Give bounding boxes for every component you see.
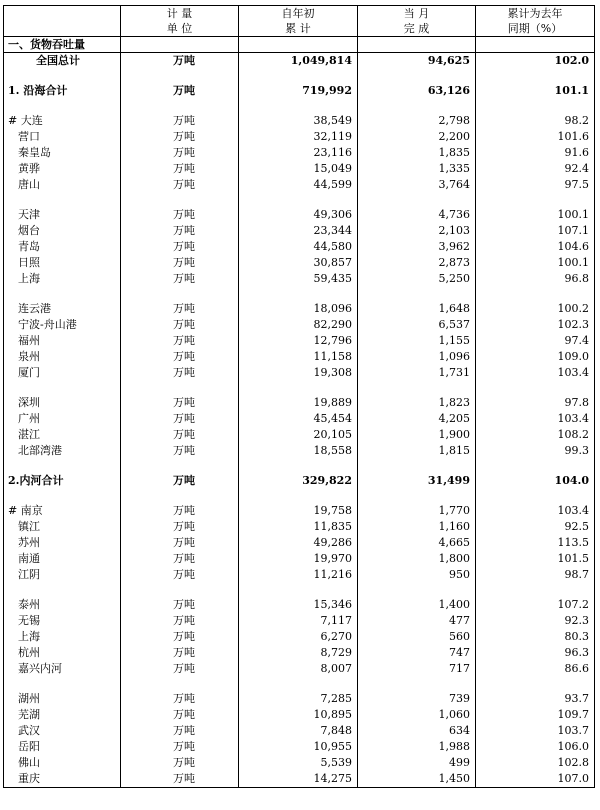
row-unit: 万吨 (121, 645, 239, 661)
row-name: 唐山 (18, 178, 40, 191)
row-unit: 万吨 (121, 177, 239, 193)
row-unit: 万吨 (121, 161, 239, 177)
row-ytd-value: 11,835 (239, 519, 358, 535)
row-name: 青岛 (18, 240, 40, 253)
table-row (4, 535, 595, 551)
row-name: 南通 (18, 552, 40, 565)
row-month-value: 1,060 (358, 707, 476, 723)
table-row (4, 739, 595, 755)
row-name: 2.内河合计 (8, 474, 64, 487)
row-name: 深圳 (18, 396, 40, 409)
row-yoy-value: 101.1 (476, 83, 595, 99)
row-ytd-value: 8,007 (239, 661, 358, 677)
row-ytd-value: 11,158 (239, 349, 358, 365)
row-ytd-value: 18,096 (239, 301, 358, 317)
table-row (4, 503, 595, 519)
header-name-cell (4, 6, 121, 22)
section-title: 一、货物吞吐量 (4, 37, 121, 53)
row-ytd-value: 10,895 (239, 707, 358, 723)
total-row (4, 53, 595, 70)
row-month-value: 1,800 (358, 551, 476, 567)
row-unit: 万吨 (121, 755, 239, 771)
row-unit: 万吨 (121, 207, 239, 223)
row-month-value: 3,764 (358, 177, 476, 193)
row-ytd-value: 15,049 (239, 161, 358, 177)
row-name: 全国总计 (36, 54, 80, 67)
row-ytd-value: 19,889 (239, 395, 358, 411)
row-ytd-value: 20,105 (239, 427, 358, 443)
row-month-value: 1,096 (358, 349, 476, 365)
row-month-value: 739 (358, 691, 476, 707)
row-ytd-value: 18,558 (239, 443, 358, 459)
header-yoy-line1: 累计为去年 (476, 6, 595, 22)
row-yoy-value: 97.4 (476, 333, 595, 349)
row-ytd-value: 38,549 (239, 113, 358, 129)
table-row (4, 427, 595, 443)
row-name: 重庆 (18, 772, 40, 785)
row-ytd-value: 7,285 (239, 691, 358, 707)
table-row (4, 443, 595, 459)
row-yoy-value: 109.0 (476, 349, 595, 365)
row-unit: 万吨 (121, 301, 239, 317)
row-ytd-value: 7,117 (239, 613, 358, 629)
row-ytd-value: 19,308 (239, 365, 358, 381)
row-name: 天津 (18, 208, 40, 221)
row-ytd-value: 5,539 (239, 755, 358, 771)
row-unit: 万吨 (121, 333, 239, 349)
header-unit-line1: 计 量 (121, 6, 239, 22)
row-unit: 万吨 (121, 395, 239, 411)
row-month-value: 6,537 (358, 317, 476, 333)
sub-row (4, 83, 595, 99)
row-month-value: 2,798 (358, 113, 476, 129)
row-month-value: 950 (358, 567, 476, 583)
row-yoy-value: 113.5 (476, 535, 595, 551)
table-row (4, 255, 595, 271)
row-name: 1. 沿海合计 (8, 84, 68, 97)
row-unit: 万吨 (121, 567, 239, 583)
row-yoy-value: 96.3 (476, 645, 595, 661)
row-name: 岳阳 (18, 740, 40, 753)
row-name: # 南京 (8, 504, 43, 517)
row-ytd-value: 19,758 (239, 503, 358, 519)
spacer-row (4, 583, 595, 597)
row-name: 湛江 (18, 428, 40, 441)
row-unit: 万吨 (121, 723, 239, 739)
spacer-row (4, 287, 595, 301)
sub-row (4, 473, 595, 489)
row-month-value: 1,815 (358, 443, 476, 459)
spacer-row (4, 459, 595, 473)
row-yoy-value: 97.8 (476, 395, 595, 411)
row-month-value: 1,770 (358, 503, 476, 519)
row-unit: 万吨 (121, 691, 239, 707)
row-yoy-value: 86.6 (476, 661, 595, 677)
row-yoy-value: 101.6 (476, 129, 595, 145)
row-month-value: 63,126 (358, 83, 476, 99)
row-name: 泉州 (18, 350, 40, 363)
row-yoy-value: 99.3 (476, 443, 595, 459)
row-unit: 万吨 (121, 349, 239, 365)
row-unit: 万吨 (121, 129, 239, 145)
row-yoy-value: 102.3 (476, 317, 595, 333)
row-name: 连云港 (18, 302, 51, 315)
table-row (4, 161, 595, 177)
row-yoy-value: 92.4 (476, 161, 595, 177)
row-unit: 万吨 (121, 707, 239, 723)
row-month-value: 1,450 (358, 771, 476, 788)
row-ytd-value: 8,729 (239, 645, 358, 661)
row-unit: 万吨 (121, 255, 239, 271)
row-name: # 大连 (8, 114, 43, 127)
row-yoy-value: 100.2 (476, 301, 595, 317)
row-ytd-value: 44,599 (239, 177, 358, 193)
row-unit: 万吨 (121, 427, 239, 443)
row-name: 苏州 (18, 536, 40, 549)
row-ytd-value: 12,796 (239, 333, 358, 349)
header-ytd-line2: 累 计 (239, 21, 358, 37)
row-unit: 万吨 (121, 771, 239, 788)
row-name: 营口 (18, 130, 40, 143)
table-row (4, 755, 595, 771)
table-row (4, 707, 595, 723)
row-yoy-value: 93.7 (476, 691, 595, 707)
row-ytd-value: 19,970 (239, 551, 358, 567)
header-name-cell-2 (4, 21, 121, 37)
row-unit: 万吨 (121, 113, 239, 129)
row-yoy-value: 102.8 (476, 755, 595, 771)
row-yoy-value: 101.5 (476, 551, 595, 567)
row-yoy-value: 103.4 (476, 503, 595, 519)
row-yoy-value: 103.7 (476, 723, 595, 739)
table-row (4, 365, 595, 381)
row-name: 烟台 (18, 224, 40, 237)
row-ytd-value: 15,346 (239, 597, 358, 613)
row-unit: 万吨 (121, 519, 239, 535)
row-month-value: 1,155 (358, 333, 476, 349)
table-row (4, 395, 595, 411)
table-row (4, 771, 595, 788)
row-month-value: 1,900 (358, 427, 476, 443)
row-yoy-value: 92.5 (476, 519, 595, 535)
row-month-value: 1,823 (358, 395, 476, 411)
row-name: 无锡 (18, 614, 40, 627)
row-ytd-value: 1,049,814 (239, 53, 358, 70)
header-month-line2: 完 成 (358, 21, 476, 37)
row-unit: 万吨 (121, 473, 239, 489)
row-ytd-value: 23,116 (239, 145, 358, 161)
row-name: 北部湾港 (18, 444, 62, 457)
row-name: 宁波-舟山港 (18, 318, 77, 331)
row-unit: 万吨 (121, 613, 239, 629)
section-title-row (4, 37, 595, 53)
row-month-value: 2,103 (358, 223, 476, 239)
row-month-value: 4,665 (358, 535, 476, 551)
row-month-value: 1,988 (358, 739, 476, 755)
row-name: 上海 (18, 272, 40, 285)
row-month-value: 1,335 (358, 161, 476, 177)
row-unit: 万吨 (121, 661, 239, 677)
row-unit: 万吨 (121, 83, 239, 99)
header-month-line1: 当 月 (358, 6, 476, 22)
row-ytd-value: 23,344 (239, 223, 358, 239)
row-yoy-value: 104.0 (476, 473, 595, 489)
row-ytd-value: 32,119 (239, 129, 358, 145)
spacer-row (4, 99, 595, 113)
row-yoy-value: 107.2 (476, 597, 595, 613)
row-unit: 万吨 (121, 317, 239, 333)
row-month-value: 1,400 (358, 597, 476, 613)
table-row (4, 411, 595, 427)
row-name: 江阴 (18, 568, 40, 581)
row-unit: 万吨 (121, 739, 239, 755)
row-ytd-value: 82,290 (239, 317, 358, 333)
row-yoy-value: 98.7 (476, 567, 595, 583)
row-unit: 万吨 (121, 443, 239, 459)
table-row (4, 145, 595, 161)
row-month-value: 1,160 (358, 519, 476, 535)
row-unit: 万吨 (121, 597, 239, 613)
row-yoy-value: 92.3 (476, 613, 595, 629)
row-yoy-value: 98.2 (476, 113, 595, 129)
row-name: 嘉兴内河 (18, 662, 62, 675)
row-yoy-value: 91.6 (476, 145, 595, 161)
table-row (4, 301, 595, 317)
row-ytd-value: 45,454 (239, 411, 358, 427)
row-yoy-value: 103.4 (476, 365, 595, 381)
table-row (4, 567, 595, 583)
spacer-row (4, 677, 595, 691)
table-row (4, 317, 595, 333)
row-ytd-value: 719,992 (239, 83, 358, 99)
spacer-row (4, 193, 595, 207)
row-yoy-value: 103.4 (476, 411, 595, 427)
row-month-value: 31,499 (358, 473, 476, 489)
row-name: 广州 (18, 412, 40, 425)
table-row (4, 113, 595, 129)
row-month-value: 560 (358, 629, 476, 645)
table-row (4, 223, 595, 239)
table-row (4, 333, 595, 349)
row-yoy-value: 104.6 (476, 239, 595, 255)
row-month-value: 499 (358, 755, 476, 771)
row-month-value: 2,873 (358, 255, 476, 271)
table-row (4, 271, 595, 287)
row-unit: 万吨 (121, 551, 239, 567)
header-yoy-line2: 同期（%） (476, 21, 595, 37)
row-ytd-value: 30,857 (239, 255, 358, 271)
row-month-value: 634 (358, 723, 476, 739)
row-name: 芜湖 (18, 708, 40, 721)
row-month-value: 3,962 (358, 239, 476, 255)
row-month-value: 4,736 (358, 207, 476, 223)
row-name: 日照 (18, 256, 40, 269)
table-row (4, 645, 595, 661)
row-unit: 万吨 (121, 535, 239, 551)
row-ytd-value: 14,275 (239, 771, 358, 788)
row-name: 湖州 (18, 692, 40, 705)
table-row (4, 551, 595, 567)
row-month-value: 5,250 (358, 271, 476, 287)
row-name: 秦皇岛 (18, 146, 51, 159)
row-unit: 万吨 (121, 503, 239, 519)
row-yoy-value: 106.0 (476, 739, 595, 755)
row-yoy-value: 102.0 (476, 53, 595, 70)
row-unit: 万吨 (121, 239, 239, 255)
spacer-row (4, 69, 595, 83)
row-ytd-value: 44,580 (239, 239, 358, 255)
row-month-value: 94,625 (358, 53, 476, 70)
row-month-value: 2,200 (358, 129, 476, 145)
row-name: 佛山 (18, 756, 40, 769)
row-yoy-value: 100.1 (476, 255, 595, 271)
row-month-value: 1,835 (358, 145, 476, 161)
row-name: 福州 (18, 334, 40, 347)
port-throughput-table (3, 5, 595, 788)
row-yoy-value: 100.1 (476, 207, 595, 223)
table-body (4, 37, 595, 788)
row-yoy-value: 96.8 (476, 271, 595, 287)
row-month-value: 1,648 (358, 301, 476, 317)
table-row (4, 613, 595, 629)
row-yoy-value: 97.5 (476, 177, 595, 193)
table-header (4, 6, 595, 37)
row-yoy-value: 108.2 (476, 427, 595, 443)
row-unit: 万吨 (121, 411, 239, 427)
spacer-row (4, 489, 595, 503)
row-yoy-value: 80.3 (476, 629, 595, 645)
table-row (4, 239, 595, 255)
table-row (4, 349, 595, 365)
row-ytd-value: 6,270 (239, 629, 358, 645)
row-ytd-value: 49,306 (239, 207, 358, 223)
row-name: 杭州 (18, 646, 40, 659)
row-ytd-value: 329,822 (239, 473, 358, 489)
row-yoy-value: 107.1 (476, 223, 595, 239)
table-row (4, 723, 595, 739)
table-row (4, 519, 595, 535)
row-name: 泰州 (18, 598, 40, 611)
table-row (4, 597, 595, 613)
row-month-value: 4,205 (358, 411, 476, 427)
spacer-row (4, 381, 595, 395)
row-name: 武汉 (18, 724, 40, 737)
table-row (4, 177, 595, 193)
table-row (4, 629, 595, 645)
row-ytd-value: 59,435 (239, 271, 358, 287)
row-name: 厦门 (18, 366, 40, 379)
table-row (4, 129, 595, 145)
row-month-value: 477 (358, 613, 476, 629)
row-name: 黄骅 (18, 162, 40, 175)
table-row (4, 691, 595, 707)
row-month-value: 717 (358, 661, 476, 677)
row-ytd-value: 7,848 (239, 723, 358, 739)
row-month-value: 1,731 (358, 365, 476, 381)
row-month-value: 747 (358, 645, 476, 661)
row-name: 镇江 (18, 520, 40, 533)
header-ytd-line1: 自年初 (239, 6, 358, 22)
row-unit: 万吨 (121, 53, 239, 70)
row-name: 上海 (18, 630, 40, 643)
header-unit-line2: 单 位 (121, 21, 239, 37)
row-unit: 万吨 (121, 365, 239, 381)
row-ytd-value: 49,286 (239, 535, 358, 551)
row-ytd-value: 10,955 (239, 739, 358, 755)
row-ytd-value: 11,216 (239, 567, 358, 583)
row-unit: 万吨 (121, 145, 239, 161)
row-yoy-value: 107.0 (476, 771, 595, 788)
row-unit: 万吨 (121, 223, 239, 239)
row-yoy-value: 109.7 (476, 707, 595, 723)
row-unit: 万吨 (121, 629, 239, 645)
table-row (4, 207, 595, 223)
table-row (4, 661, 595, 677)
row-unit: 万吨 (121, 271, 239, 287)
